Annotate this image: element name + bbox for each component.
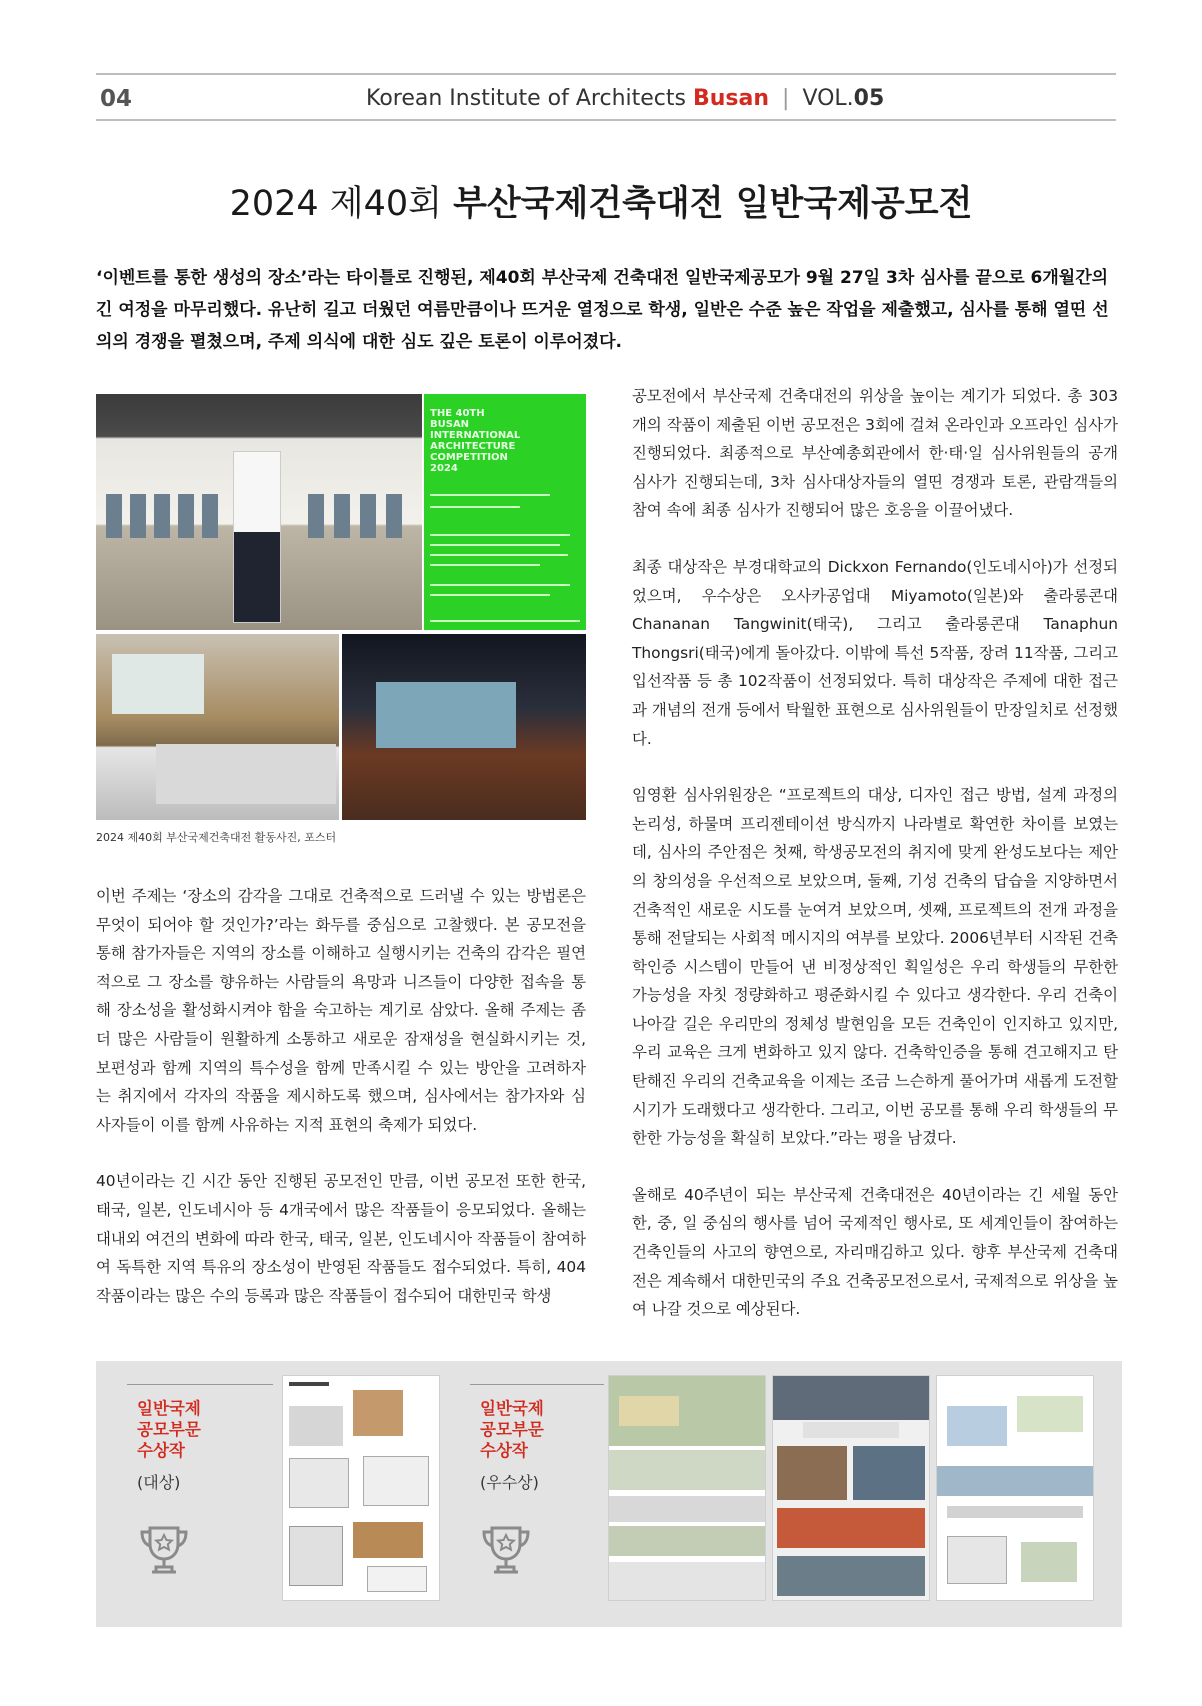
body-paragraph: 40년이라는 긴 시간 동안 진행된 공모전인 만큼, 이번 공모전 또한 한국, 태국, 일본, 인도네시아 등 4개국에서 많은 작품들이 응모되었다. 올해는 대내외 여건의 변화에 따라 한국, 태국, 일본, 인도네시아 작품들이 참여하여 독특한 지역 특유의 장소성이 반영된 작품들도 접수되었다. 특히, 404작품이라는 많은 수의 등록과 많은 작품들이 접수되어 대한민국 학생: [96, 1172, 586, 1305]
body-paragraph: 최종 대상작은 부경대학교의 Dickxon Fernando(인도네시아)가 선정되었으며, 우수상은 오사카공업대 Miyamoto(일본)와 출라롱콘대 Chananan Tangwinit(태국), 그리고 출라롱콘대 Tanaphun Thongsri(태국)에게 돌아갔다. 이밖에 특선 5작품, 장려 11작품, 그리고 입선작품 등 총 102작품이 선정되었다. 특히 대상작은 주제에 대한 접근과 개념의 전개 등에서 탁월한 표현으로 심사위원들이 만장일치로 선정했다.: [632, 557, 1118, 748]
title-bold: 부산국제건축대전 일반국제공모전: [453, 184, 973, 224]
presentation-hall-photo: [342, 634, 586, 820]
award-prize: (대상): [137, 1473, 181, 1492]
masthead-separator: |: [782, 86, 790, 111]
photo-caption: 2024 제40회 부산국제건축대전 활동사진, 포스터: [96, 831, 337, 844]
body-paragraph: 공모전에서 부산국제 건축대전의 위상을 높이는 계기가 되었다. 총 303개의 작품이 제출된 이번 공모전은 3회에 걸쳐 온라인과 오프라인 심사가 진행되었다. 최종적으로 부산예총회관에서 한·태·일 심사위원들의 공개 심사가 진행되는데, 3차 심사대상자들의 열띤 경쟁과 토론, 관람객들의 참여 속에 최종 심사가 진행되어 많은 호응을 이끌어냈다.: [632, 387, 1118, 520]
exhibition-photo: [96, 394, 422, 630]
award-rule: [470, 1384, 604, 1385]
competition-poster: [424, 394, 586, 630]
publication-name: Korean Institute of Architects: [366, 86, 686, 111]
award-entry-thumbnail: [773, 1376, 929, 1600]
masthead: [366, 86, 884, 111]
body-paragraph: 이번 주제는 ‘장소의 감각을 그대로 건축적으로 드러낼 수 있는 방법론은 무엇이 되어야 할 것인가?’라는 화두를 중심으로 고찰했다. 본 공모전을 통해 참가자들은 지역의 장소를 이해하고 실행시키는 건축의 감각은 필연적으로 그 장소를 향유하는 사람들의 욕망과 니즈들이 다양한 접속을 통해 장소성을 활성화시켜야 함을 숙고하는 계기로 삼았다. 올해 주제는 좀 더 많은 사람들이 원활하게 소통하고 새로운 잠재성을 현실화시키는 것, 보편성과 함께 지역의 특수성을 함께 만족시킬 수 있는 방안을 고려하자는 취지에서 각자의 작품을 제시하도록 했으며, 심사에서는 참가자와 심사자들이 이를 함께 사유하는 지적 표현의 축제가 되었다.: [96, 887, 586, 1134]
trophy-icon: [478, 1522, 534, 1582]
left-column: [96, 882, 586, 1338]
award-label: 일반국제 공모부문 수상작: [480, 1399, 544, 1460]
volume-label: VOL.: [802, 86, 854, 111]
page-number: 04: [100, 86, 133, 112]
poster-title: THE 40TH BUSAN INTERNATIONAL ARCHITECTURE COMPETITION 2024: [430, 408, 521, 474]
trophy-icon: [136, 1522, 192, 1582]
right-column: [632, 382, 1118, 1352]
publication-highlight: Busan: [692, 86, 770, 111]
award-entry-thumbnail: [937, 1376, 1093, 1600]
header-top-rule: [96, 73, 1116, 75]
body-paragraph: 임영환 심사위원장은 “프로젝트의 대상, 디자인 접근 방법, 설계 과정의 논리성, 하물며 프리젠테이션 방식까지 나라별로 확연한 차이를 보였는데, 심사의 주안점은 첫째, 학생공모전의 취지에 맞게 완성도보다는 제안의 창의성을 우선적으로 보았으며, 둘째, 기성 건축의 답습을 지양하면서 건축적인 새로운 시도를 눈여겨 보았으며, 셋째, 프로젝트의 전개 과정을 통해 전달되는 사회적 메시지의 여부를 보았다. 2006년부터 시작된 건축학인증 시스템이 만들어 낸 비정상적인 획일성은 우리 학생들의 무한한 가능성을 자칫 정량화하고 평준화시킬 수 있다고 생각한다. 우리 건축이 나아갈 길은 우리만의 정체성 발현임을 모든 건축인이 인지하고 있지만, 우리 교육은 크게 변화하고 있지 않다. 건축학인증을 통해 견고해지고 탄탄해진 우리의 건축교육을 이제는 조금 느슨하게 풀어가며 새롭게 도전할 시기가 도래했다고 생각한다. 그리고, 이번 공모를 통해 우리 학생들의 무한한 가능성을 확실히 보았다.”라는 평을 남겼다.: [632, 786, 1118, 1148]
page-title: [0, 176, 1202, 226]
award-entry-thumbnail: [283, 1376, 439, 1600]
title-prefix: 2024 제40회: [229, 184, 454, 224]
award-entry-thumbnail: [609, 1376, 765, 1600]
award-rule: [127, 1384, 273, 1385]
body-paragraph: 올해로 40주년이 되는 부산국제 건축대전은 40년이라는 긴 세월 동안 한, 중, 일 중심의 행사를 넘어 국제적인 행사로, 또 세계인들이 참여하는 건축인들의 사고의 향연으로, 자리매김하고 있다. 향후 부산국제 건축대전은 계속해서 대한민국의 주요 건축공모전으로서, 국제적으로 위상을 높여 나갈 것으로 예상된다.: [632, 1185, 1118, 1319]
lead-paragraph: ‘이벤트를 통한 생성의 장소’라는 타이틀로 진행된, 제40회 부산국제 건축대전 일반국제공모가 9월 27일 3차 심사를 끝으로 6개월간의 긴 여정을 마무리했다. 유난히 길고 더웠던 여름만큼이나 뜨거운 열정으로 학생, 일반은 수준 높은 작업을 제출했고, 심사를 통해 열띤 선의의 경쟁을 펼쳤으며, 주제 의식에 대한 심도 깊은 토론이 이루어졌다.: [96, 268, 1109, 352]
award-label: 일반국제 공모부문 수상작: [137, 1399, 201, 1460]
award-prize: (우수상): [480, 1473, 539, 1492]
header-bottom-rule: [96, 119, 1116, 121]
review-session-photo: [96, 634, 339, 820]
volume-number: 05: [853, 86, 885, 111]
